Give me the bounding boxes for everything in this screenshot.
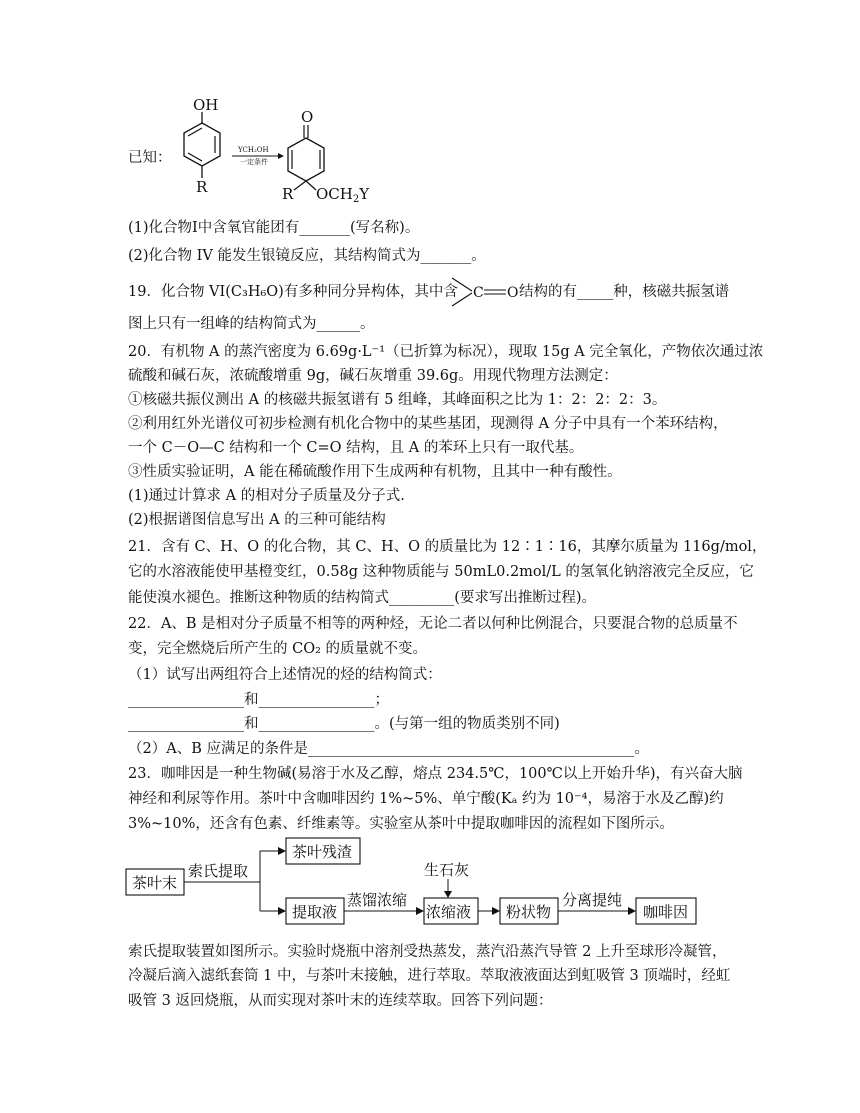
q18-part2: (2)化合物 IV 能发生银镜反应，其结构简式为_______。	[128, 248, 486, 264]
q20-line5: 一个 C－O—C 结构和一个 C=O 结构，且 A 的苯环上只有一取代基。	[128, 440, 584, 456]
q22-line4: ________________和________________；	[128, 692, 389, 708]
flow-box-extract	[286, 898, 344, 924]
q22-line2: 变，完全燃烧后所产生的 CO₂ 的质量就不变。	[128, 641, 428, 657]
o-label: O	[301, 108, 314, 126]
q20-line7: (1)通过计算求 A 的相对分子质量及分子式.	[128, 488, 405, 504]
reaction-arrow	[232, 146, 284, 166]
q23-line2: 神经和利尿等作用。茶叶中含咖啡因约 1%~5%、单宁酸(Kₐ 约为 10⁻⁴，易溶于水及乙醇)约	[128, 791, 724, 807]
svg-text:浓缩液: 浓缩液	[426, 903, 472, 921]
svg-text:粉状物: 粉状物	[506, 903, 552, 921]
q21-line3: 能使溴水褪色。推断这种物质的结构简式_________(要求写出推断过程)。	[128, 590, 597, 606]
flow-box-product	[636, 898, 696, 924]
dienone-structure	[282, 108, 370, 205]
phenol-structure	[184, 98, 220, 196]
r2-label: R	[282, 185, 294, 203]
q19-line1-end: 结构的有_____种，核磁共振氢谱	[519, 284, 730, 300]
q20-line3: ①核磁共振仪测出 A 的核磁共振氢谱有 5 组峰，其峰面积之比为 1：2：2：2：3。	[128, 392, 667, 408]
flow-box-concentrate	[424, 898, 478, 924]
q20-line6: ③性质实验证明，A 能在稀硫酸作用下生成两种有机物，且其中一种有酸性。	[128, 464, 622, 480]
carbonyl-o: O	[507, 285, 519, 301]
svg-text:茶叶残渣: 茶叶残渣	[292, 843, 353, 861]
r-label: R	[196, 178, 208, 196]
q22-line1: 22．A、B 是相对分子质量不相等的两种烃，无论二者以何种比例混合，只要混合物的总质量不	[128, 616, 738, 632]
q20-line1: 20．有机物 A 的蒸汽密度为 6.69g·L⁻¹（已折算为标况），现取 15g A 完全氧化，产物依次通过浓	[128, 344, 764, 360]
q20-line2: 硫酸和碱石灰，浓硫酸增重 9g，碱石灰增重 39.6g。用现代物理方法测定：	[128, 368, 618, 384]
q22-line3: （1）试写出两组符合上述情况的烃的结构简式：	[128, 667, 442, 683]
q23-line3: 3%~10%，还含有色素、纤维素等。实验室从茶叶中提取咖啡因的流程如下图所示。	[128, 816, 674, 832]
q21-line2: 它的水溶液能使甲基橙变红，0.58g 这种物质能与 50mL0.2mol/L 的氢氧化钠溶液完全反应，它	[128, 564, 754, 580]
svg-text:提取液: 提取液	[292, 903, 338, 921]
carbonyl-c: C	[473, 285, 484, 301]
q20-line8: (2)根据谱图信息写出 A 的三种可能结构	[128, 512, 386, 528]
q19-line2: 图上只有一组峰的结构简式为______。	[128, 316, 375, 332]
q23-line4: 索氏提取装置如图所示。实验时烧瓶中溶剂受热蒸发，蒸汽沿蒸汽导管 2 上升至球形冷凝管，	[128, 944, 727, 960]
q22-line6: （2）A、B 应满足的条件是_____________________________________________。	[128, 741, 649, 757]
q20-line4: ②利用红外光谱仪可初步检测有机化合物中的某些基团，现测得 A 分子中具有一个苯环结构，	[128, 416, 728, 432]
oh-label: OH	[193, 98, 219, 114]
q23-line6: 吸管 3 返回烧瓶，从而实现对茶叶末的连续萃取。回答下列问题：	[128, 993, 553, 1009]
reaction-scheme	[160, 98, 400, 208]
q21-line1: 21．含有 C、H、O 的化合物，其 C、H、O 的质量比为 12∶1∶16，其摩尔质量为 116g/mol，	[128, 539, 767, 555]
flow-box-start	[126, 869, 184, 895]
och2y-label: $OCH_2Y$	[316, 185, 370, 205]
carbonyl-structure	[448, 276, 520, 310]
svg-text:咖啡因: 咖啡因	[643, 903, 689, 921]
flow-step2-label: 蒸馏浓缩	[347, 891, 408, 909]
flow-step3-label: 分离提纯	[562, 891, 623, 909]
reagent-label: YCH₂OH	[238, 146, 269, 154]
q18-part1: (1)化合物I中含氧官能团有_______(写名称)。	[128, 220, 420, 236]
q23-line1: 23．咖啡因是一种生物碱(易溶于水及乙醇，熔点 234.5℃，100℃以上开始升华)，有兴奋大脑	[128, 766, 743, 782]
q19-line1-start: 19．化合物 VI(C₃H₆O)有多种同分异构体，其中含	[128, 284, 458, 300]
known-label: 已知：	[128, 150, 172, 166]
flow-reagent-label: 生石灰	[424, 861, 470, 879]
condition-label: 一定条件	[240, 158, 268, 166]
svg-text:茶叶末: 茶叶末	[132, 874, 178, 892]
extraction-flowchart	[120, 835, 720, 935]
flow-box-powder	[500, 898, 558, 924]
q23-line5: 冷凝后滴入滤纸套筒 1 中，与茶叶末接触，进行萃取。萃取液液面达到虹吸管 3 顶端时，经虹	[128, 968, 731, 984]
q22-line5: ________________和________________。(与第一组的物质类别不同)	[128, 716, 560, 732]
flow-box-residue	[286, 838, 360, 864]
flow-step1-label: 索氏提取	[188, 862, 249, 880]
